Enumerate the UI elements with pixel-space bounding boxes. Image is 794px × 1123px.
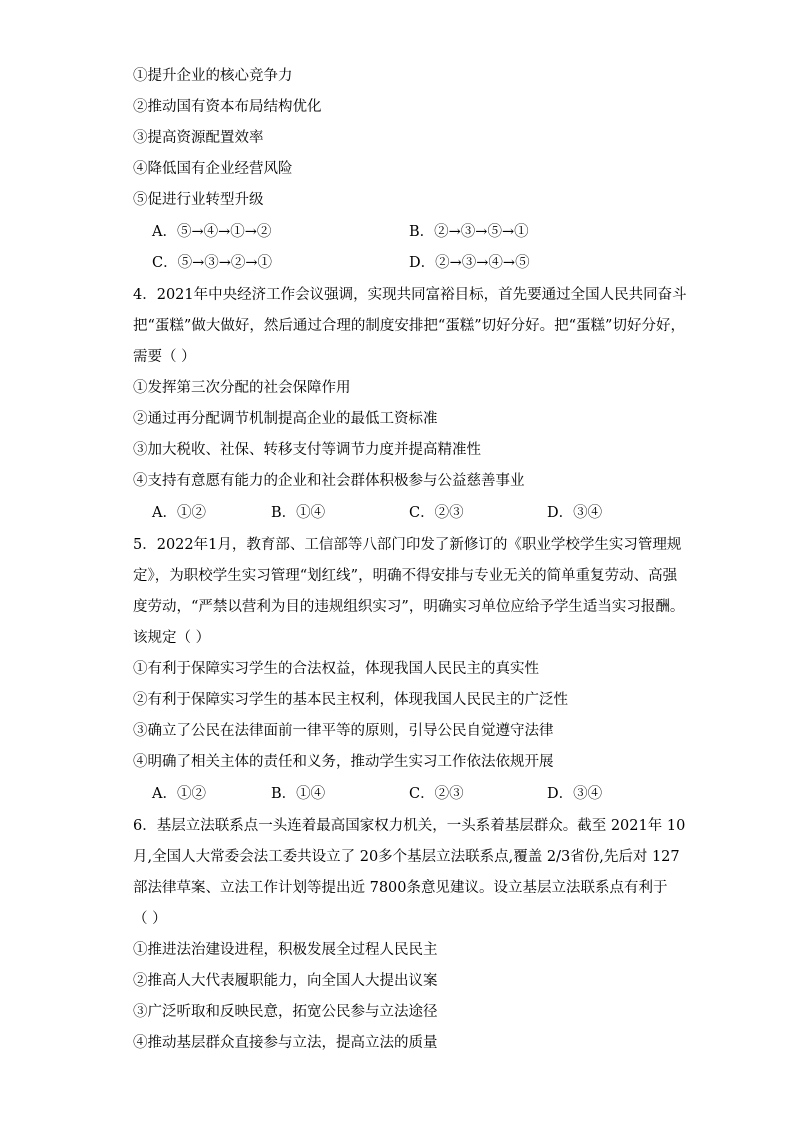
top-item-5: ⑤促进行业转型升级 — [133, 192, 264, 208]
top-option-d: D．②→③→④→⑤ — [409, 255, 530, 271]
q4-option-c: C．②③ — [409, 505, 464, 521]
q6-stem-line-1: 6．基层立法联系点一头连着最高国家权力机关，一头系着基层群众。截至 2021年 10 — [133, 818, 686, 834]
q4-item-3: ③加大税收、社保、转移支付等调节力度并提高精准性 — [133, 442, 481, 458]
q5-item-3: ③确立了公民在法律面前一律平等的原则，引导公民自觉遵守法律 — [133, 723, 554, 739]
top-item-2: ②推动国有资本布局结构优化 — [133, 99, 322, 115]
q6-stem-line-2: 月,全国人大常委会法工委共设立了 20多个基层立法联系点,覆盖 2/3省份,先后对 127 — [133, 849, 680, 865]
q6-item-1: ①推进法治建设进程，积极发展全过程人民民主 — [133, 942, 438, 958]
q6-item-4: ④推动基层群众直接参与立法，提高立法的质量 — [133, 1035, 438, 1051]
q5-option-b: B．①④ — [271, 786, 326, 802]
q5-option-d: D．③④ — [547, 786, 603, 802]
q5-stem-line-4: 该规定（ ） — [133, 630, 211, 646]
q4-option-b: B．①④ — [271, 505, 326, 521]
q6-item-2: ②推高人大代表履职能力，向全国人大提出议案 — [133, 973, 438, 989]
top-item-3: ③提高资源配置效率 — [133, 130, 264, 146]
q4-stem-line-3: 需要（ ） — [133, 349, 196, 365]
q4-item-4: ④支持有意愿有能力的企业和社会群体积极参与公益慈善事业 — [133, 473, 525, 489]
top-option-b: B．②→③→⑤→① — [409, 224, 529, 240]
q6-stem-line-3: 部法律草案、立法工作计划等提出近 7800条意见建议。设立基层立法联系点有利于 — [133, 880, 668, 896]
top-item-4: ④降低国有企业经营风险 — [133, 161, 293, 177]
q5-option-c: C．②③ — [409, 786, 464, 802]
q6-item-3: ③广泛听取和反映民意，拓宽公民参与立法途径 — [133, 1004, 438, 1020]
q5-stem-line-3: 度劳动，“严禁以营利为目的违规组织实习”，明确实习单位应给予学生适当实习报酬。 — [133, 599, 685, 615]
q4-option-d: D．③④ — [547, 505, 603, 521]
q6-stem-line-4: （ ） — [133, 911, 167, 927]
q4-stem-line-2: 把“蛋糕”做大做好，然后通过合理的制度安排把“蛋糕”切好分好。把“蛋糕”切好分好， — [133, 318, 685, 334]
q5-option-a: A．①② — [152, 786, 206, 802]
q5-stem-line-1: 5．2022年1月，教育部、工信部等八部门印发了新修订的《职业学校学生实习管理规 — [133, 537, 682, 553]
q4-stem-line-1: 4．2021年中央经济工作会议强调，实现共同富裕目标，首先要通过全国人民共同奋斗 — [133, 287, 687, 303]
q4-option-a: A．①② — [152, 505, 206, 521]
q4-item-2: ②通过再分配调节机制提高企业的最低工资标准 — [133, 411, 438, 427]
q5-item-2: ②有利于保障实习学生的基本民主权利，体现我国人民民主的广泛性 — [133, 692, 568, 708]
q5-item-4: ④明确了相关主体的责任和义务，推动学生实习工作依法依规开展 — [133, 754, 554, 770]
top-option-c: C．⑤→③→②→① — [152, 255, 273, 271]
top-item-1: ①提升企业的核心竞争力 — [133, 68, 293, 84]
q5-stem-line-2: 定》，为职校学生实习管理“划红线”，明确不得安排与专业无关的简单重复劳动、高强 — [133, 568, 678, 584]
q4-item-1: ①发挥第三次分配的社会保障作用 — [133, 380, 351, 396]
q5-item-1: ①有利于保障实习学生的合法权益，体现我国人民民主的真实性 — [133, 661, 539, 677]
top-option-a: A．⑤→④→①→② — [152, 224, 272, 240]
